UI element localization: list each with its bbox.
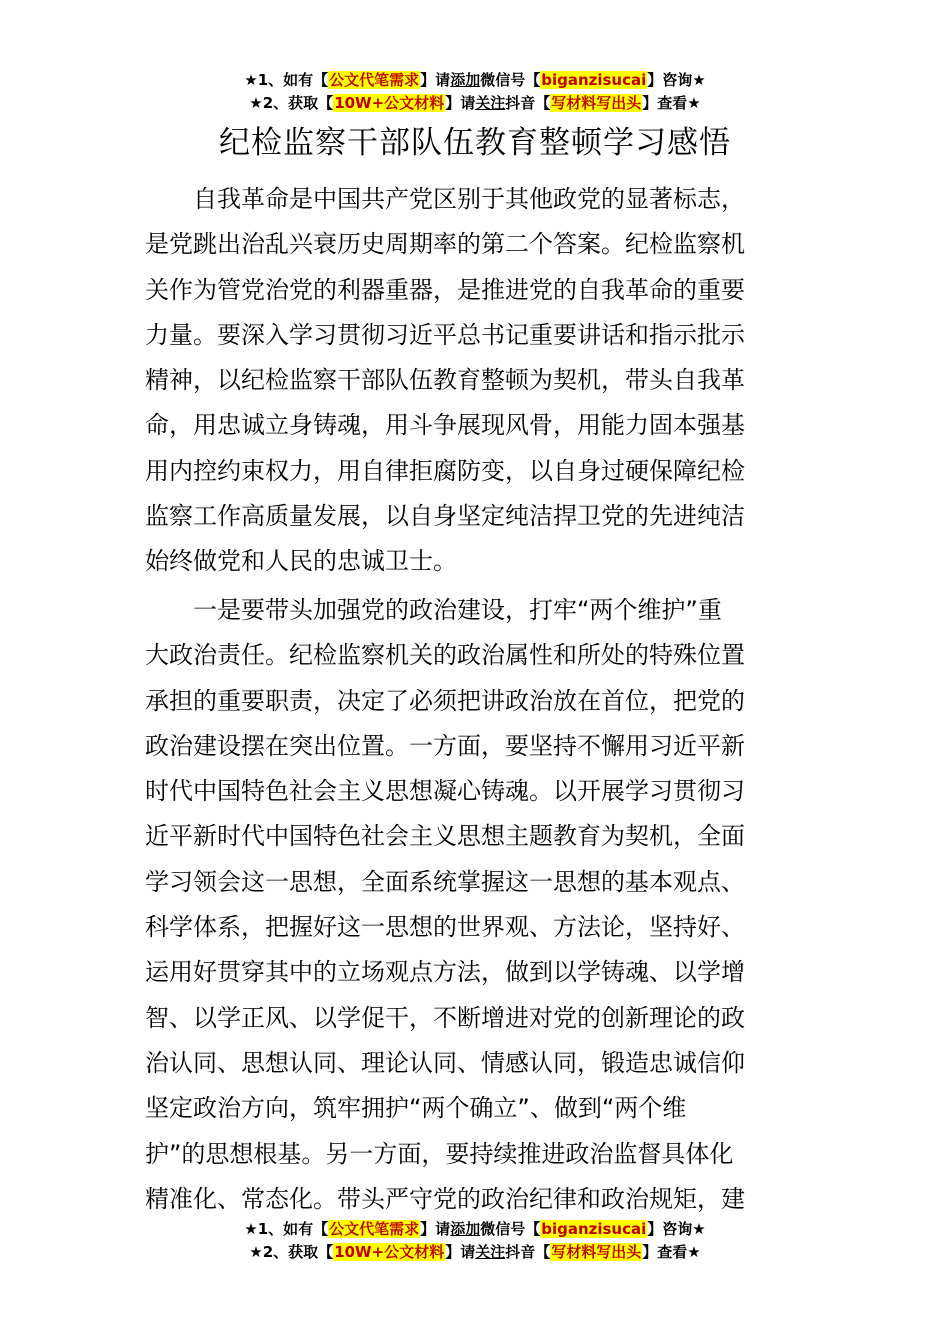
text-line: 智、以学正风、以学促干，不断增进对党的创新理论的政 [145,1003,745,1032]
banner-text: 】请 [420,1220,451,1238]
banner-douyin-id: 写材料写出头 [551,94,642,112]
banner-line-2 [0,1241,950,1264]
text-line: 一是要带头加强党的政治建设，打牢“两个维护”重 [145,596,722,624]
text-line: 力量。要深入学习贯彻习近平总书记重要讲话和指示批示 [145,320,745,349]
banner-text: 】查看★ [642,94,701,112]
banner-line-2 [0,92,950,115]
banner-text: ★1、如有【 [244,71,329,89]
text-line: 命，用忠诚立身铸魂，用斗争展现风骨，用能力固本强基 [145,411,745,440]
banner-text: 】请 [445,94,476,112]
text-line: 关作为管党治党的利器重器，是推进党的自我革命的重要 [145,275,745,304]
banner-text: ★2、获取【 [249,94,334,112]
text-line: 自我革命是中国共产党区别于其他政党的显著标志， [145,185,745,213]
header-banner [0,69,950,115]
banner-highlight: 10W+公文材料 [334,94,445,112]
text-line: 科学体系，把握好这一思想的世界观、方法论，坚持好、 [145,913,745,942]
text-line: 精神，以纪检监察干部队伍教育整顿为契机，带头自我革 [145,366,745,395]
banner-highlight: 公文代笔需求 [329,1220,420,1238]
banner-text: ★2、获取【 [249,1243,334,1261]
banner-text: 】咨询★ [647,71,706,89]
text-line: 运用好贯穿其中的立场观点方法，做到以学铸魂、以学增 [145,958,745,987]
banner-text: 抖音【 [505,1243,551,1261]
text-line: 是党跳出治乱兴衰历史周期率的第二个答案。纪检监察机 [145,230,745,259]
text-line: 近平新时代中国特色社会主义思想主题教育为契机，全面 [145,822,745,851]
banner-text: 】咨询★ [647,1220,706,1238]
text-line: 监察工作高质量发展，以自身坚定纯洁捍卫党的先进纯洁 [145,502,745,531]
banner-text: 抖音【 [505,94,551,112]
banner-highlight: 10W+公文材料 [334,1243,445,1261]
banner-text: 】查看★ [642,1243,701,1261]
banner-highlight: 公文代笔需求 [329,71,420,89]
banner-text: 微信号【 [480,71,541,89]
banner-text: ★1、如有【 [244,1220,329,1238]
text-line: 治认同、思想认同、理论认同、情感认同，锻造忠诚信仰 [145,1048,745,1077]
text-line: 政治建设摆在突出位置。一方面，要坚持不懈用习近平新 [145,731,745,760]
banner-text: 微信号【 [480,1220,541,1238]
text-line: 学习领会这一思想，全面系统掌握这一思想的基本观点、 [145,867,745,896]
text-line: 精准化、常态化。带头严守党的政治纪律和政治规矩，建 [145,1184,745,1213]
banner-line-1 [0,69,950,92]
text-line: 坚定政治方向，筑牢拥护“两个确立”、做到“两个维 [145,1094,687,1123]
banner-wechat-id: biganzisucai [541,1220,647,1238]
text-line: 护”的思想根基。另一方面，要持续推进政治监督具体化 [145,1139,734,1168]
document-title: 纪检监察干部队伍教育整顿学习感悟 [219,125,731,161]
paragraph-2 [145,588,809,1222]
banner-text: 】请 [445,1243,476,1261]
banner-wechat-id: biganzisucai [541,71,647,89]
text-line: 承担的重要职责，决定了必须把讲政治放在首位，把党的 [145,686,745,715]
banner-underlined: 添加 [450,71,481,89]
text-line: 始终做党和人民的忠诚卫士。 [145,547,457,576]
text-line: 时代中国特色社会主义思想凝心铸魂。以开展学习贯彻习 [145,777,745,806]
banner-text: 】请 [420,71,451,89]
banner-underlined: 关注 [475,94,506,112]
text-line: 大政治责任。纪检监察机关的政治属性和所处的特殊位置 [145,641,745,670]
banner-douyin-id: 写材料写出头 [551,1243,642,1261]
text-line: 用内控约束权力，用自律拒腐防变，以自身过硬保障纪检 [145,456,745,485]
footer-banner [0,1218,950,1264]
banner-underlined: 关注 [475,1243,506,1261]
banner-line-1 [0,1218,950,1241]
banner-underlined: 添加 [450,1220,481,1238]
paragraph-1 [145,177,809,585]
